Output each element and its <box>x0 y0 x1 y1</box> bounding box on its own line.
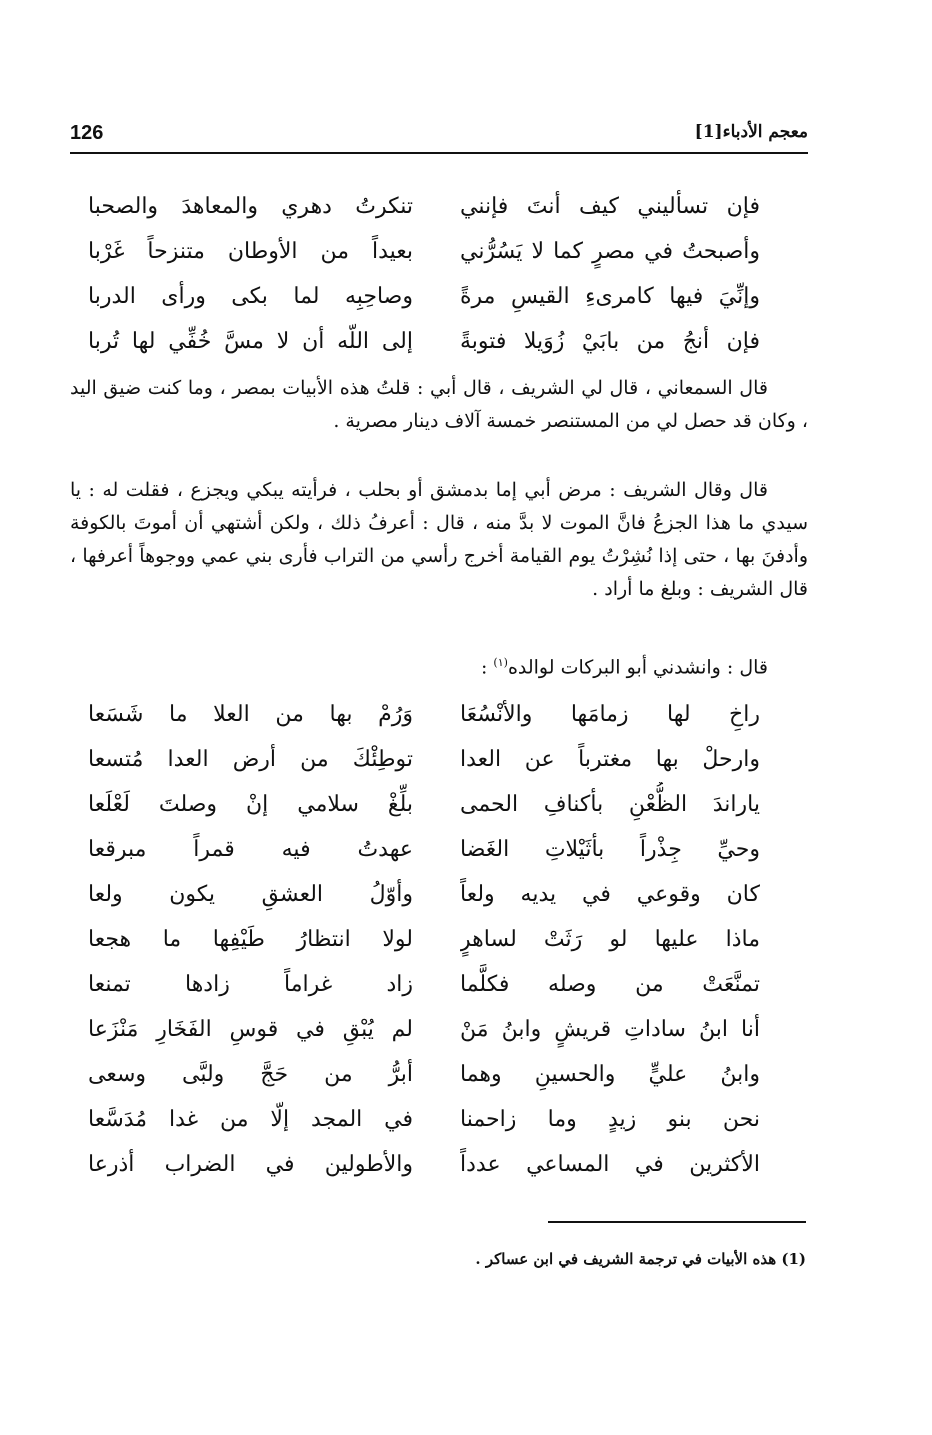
hemistich-second: توطِئْكَ من أرض العدا مُتسعا <box>88 747 413 772</box>
verse-row <box>70 319 808 364</box>
intro-text: قال : وانشدني أبو البركات لوالده <box>507 656 768 679</box>
hemistich-first: وأصبحتُ في مصرٍ كما لا يَسُرُّني <box>460 239 760 264</box>
hemistich-second: بعيداً من الأوطان متنزحاً غَرْبا <box>88 239 413 264</box>
footnote-divider <box>548 1221 806 1223</box>
verse-row <box>70 827 808 872</box>
page-header <box>70 118 808 154</box>
verse-row <box>70 1007 808 1052</box>
hemistich-first: أنا ابنُ ساداتِ قريشٍ وابنُ مَنْ <box>460 1017 760 1042</box>
verse-row <box>70 1052 808 1097</box>
verse-row <box>70 872 808 917</box>
verse-row <box>70 1097 808 1142</box>
hemistich-first: ماذا عليها لو رَثَتْ لساهرٍ <box>460 927 760 952</box>
footnote-ref[interactable]: (١) <box>493 656 508 669</box>
verse-row <box>70 1142 808 1187</box>
verse-row <box>70 692 808 737</box>
verse-row <box>70 782 808 827</box>
verse-row <box>70 737 808 782</box>
footnote: (1) هذه الأبيات في ترجمة الشريف في ابن عساكر . <box>475 1250 806 1268</box>
hemistich-second: تنكرتُ دهري والمعاهدَ والصحبا <box>88 194 413 219</box>
hemistich-first: الأكثرين في المساعي عدداً <box>460 1152 760 1177</box>
hemistich-second: وأوّلُ العشقِ يكون ولعا <box>88 882 413 907</box>
paragraph-samani <box>70 372 808 438</box>
hemistich-second: وَرُمْ بها من العلا ما شَسَعا <box>88 702 413 727</box>
hemistich-first: فإن تسأليني كيف أنتَ فإنني <box>460 194 760 219</box>
hemistich-second: لولا انتظارُ طَيْفِها ما هجعا <box>88 927 413 952</box>
hemistich-first: نحن بنو زيدٍ وما زاحمنا <box>460 1107 760 1132</box>
hemistich-first: تمنَّعَتْ من وصله فكلَّما <box>460 972 760 997</box>
hemistich-first: كان وقوعي في يديه ولعاً <box>460 882 760 907</box>
page-number: 126 <box>70 122 104 144</box>
hemistich-second: وصاحِبِه لما بكى ورأى الدربا <box>88 284 413 309</box>
hemistich-first: راخِ لها زمامَها والأنْسُعَا <box>460 702 760 727</box>
paragraph-text: قال وقال الشريف : مرض أبي إما بدمشق أو بحلب ، فرأيته يبكي ويجزع ، فقلت له : يا سيدي ما هذا الجزعُ فانَّ الموت لا بدَّ منه ، قال : أعرفُ ذلك ، ولكن أشتهي أن أموتَ بالكوفة وأدفنَ بها ، حتى إذا نُشِرْتُ يوم القيامة أخرج رأسي من التراب فأرى بني عمي ووجوهاً أعرفها ، قال الشريف : وبلغ ما أراد . <box>70 479 808 600</box>
verse-row <box>70 917 808 962</box>
hemistich-second: بلِّغْ سلامي إنْ وصلتَ لَعْلَعا <box>88 792 413 817</box>
hemistich-second: والأطولين في الضراب أذرعا <box>88 1152 413 1177</box>
verse-row <box>70 229 808 274</box>
hemistich-second: عهدتُ فيه قمراً مبرقعا <box>88 837 413 862</box>
poem-1 <box>70 184 808 364</box>
verse-row <box>70 184 808 229</box>
intro-line <box>70 646 808 684</box>
hemistich-first: ياراندَ الظُّعْنِ بأكنافِ الحمى <box>460 792 760 817</box>
verse-row <box>70 274 808 319</box>
hemistich-second: أبرُّ من حَجَّ ولبَّى وسعى <box>88 1062 413 1087</box>
poem-2 <box>70 692 808 1187</box>
intro-tail: : <box>480 656 494 679</box>
paragraph-text: قال السمعاني ، قال لي الشريف ، قال أبي : قلتُ هذه الأبيات بمصر ، وما كنت ضيق اليد ، وكان قد حصل لي من المستنصر خمسة آلاف دينار مصرية . <box>70 377 808 432</box>
verse-row <box>70 962 808 1007</box>
hemistich-first: وارحلْ بها مغترباً عن العدا <box>460 747 760 772</box>
hemistich-first: وابنُ عليٍّ والحسينِ وهما <box>460 1062 760 1087</box>
hemistich-first: وحيِّ جِذْراً بأثَيْلاتِ الغَضا <box>460 837 760 862</box>
paragraph-sharif <box>70 474 808 606</box>
hemistich-second: لم يُبْقِ في قوسِ الفَخَارِ مَنْزَعا <box>88 1017 413 1042</box>
hemistich-first: وإنِّيَ فيها كامرىءِ القيسِ مرةً <box>460 284 760 309</box>
running-title: معجم الأدباء[1] <box>694 122 808 142</box>
hemistich-first: فإن أنجُ من بابَيْ زُوَيلا فتوبةً <box>460 329 760 354</box>
hemistich-second: إلى اللّه أن لا مسَّ خُفِّي لها تُربا <box>88 329 413 354</box>
hemistich-second: في المجد إلّا من غدا مُدَسَّعا <box>88 1107 413 1132</box>
hemistich-second: زاد غراماً زادها تمنعا <box>88 972 413 997</box>
